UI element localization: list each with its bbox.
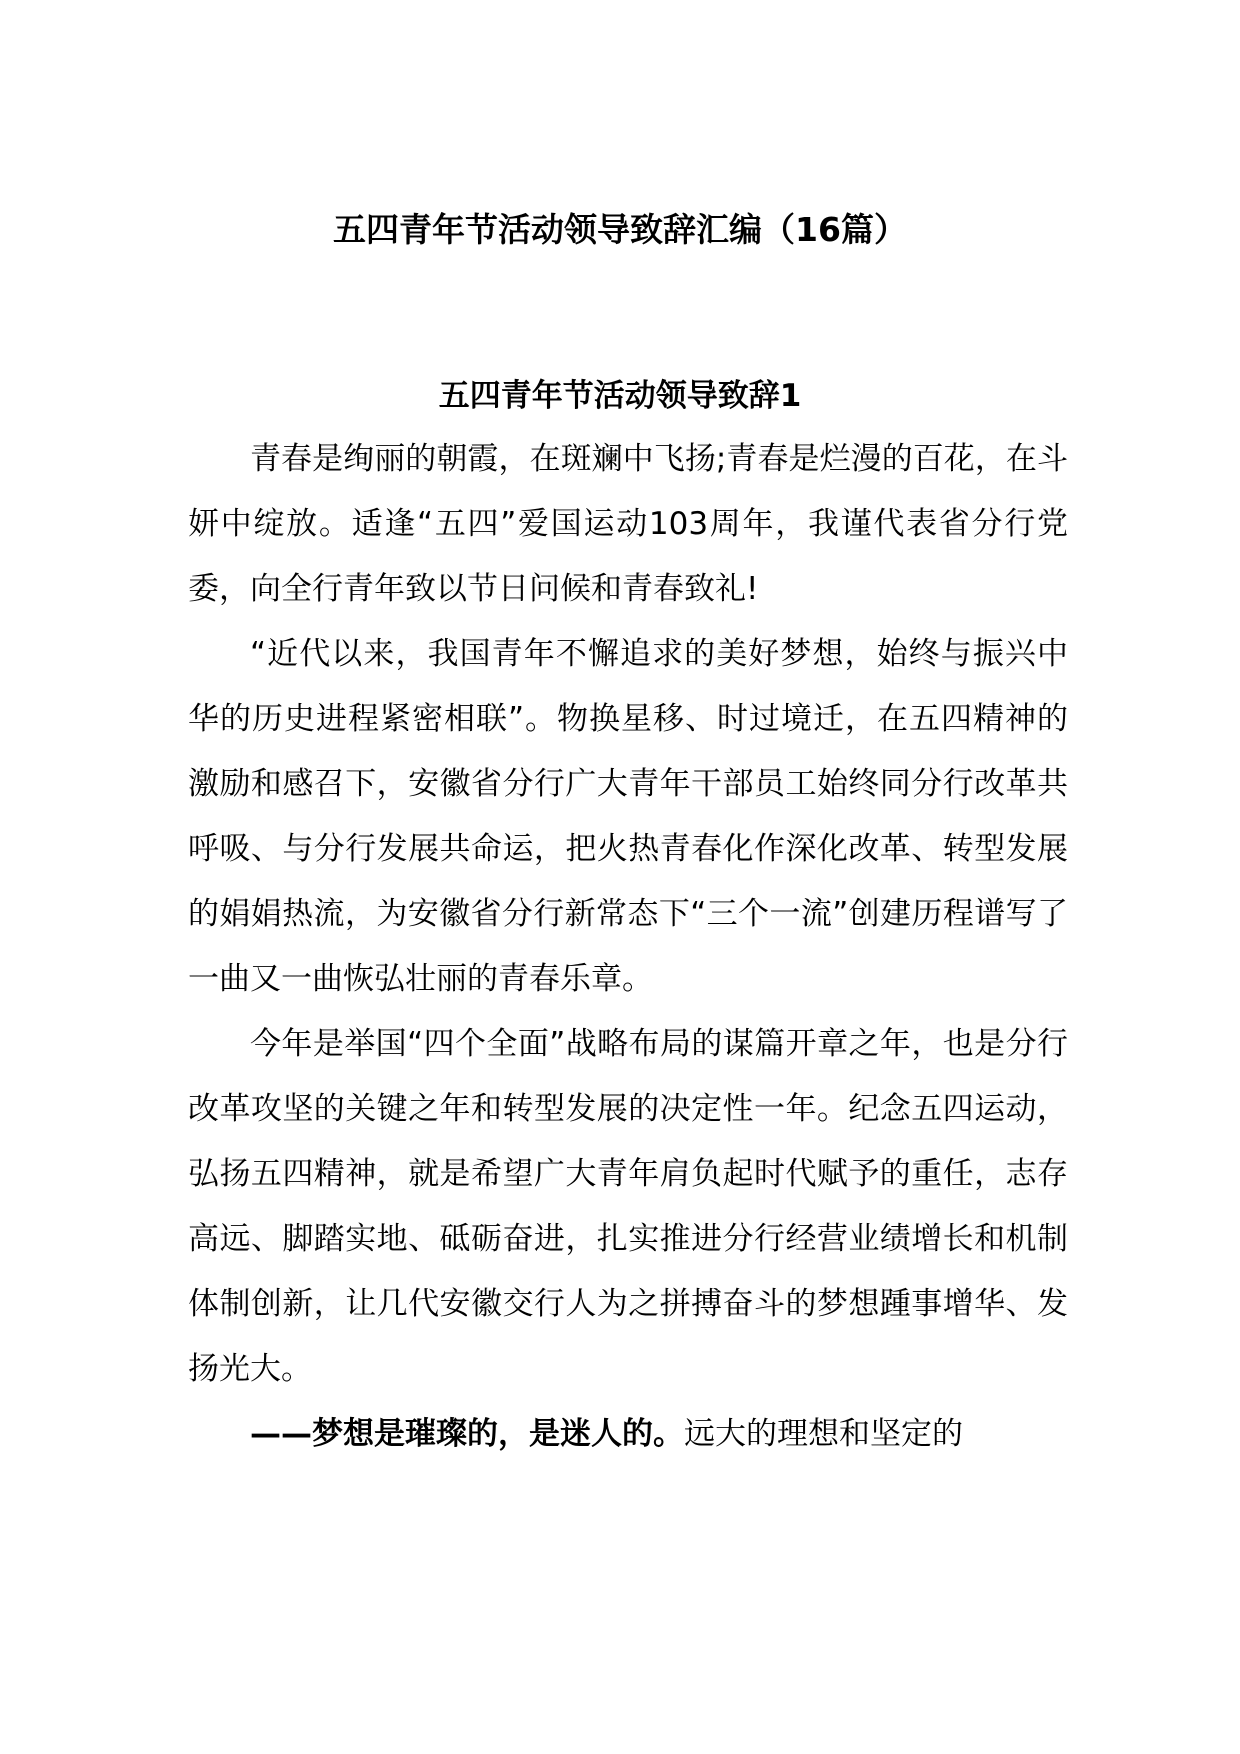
paragraph-3 bbox=[188, 1012, 1068, 1402]
paragraph-2-text: “近代以来，我国青年不懈追求的美好梦想，始终与振兴中华的历史进程紧密相联”。物换星移、时过境迁，在五四精神的激励和感召下，安徽省分行广大青年干部员工始终同分行改革共呼吸、与分行发展共命运，把火热青春化作深化改革、转型发展的娟娟热流，为安徽省分行新常态下“三个一流”创建历程谱写了一曲又一曲恢弘壮丽的青春乐章。 bbox=[188, 636, 1068, 997]
section-title: 五四青年节活动领导致辞1 bbox=[438, 378, 802, 414]
paragraph-4 bbox=[188, 1402, 1068, 1467]
body-text bbox=[188, 427, 1068, 1467]
document-title: 五四青年节活动领导致辞汇编（16篇） bbox=[333, 210, 907, 249]
paragraph-3-text: 今年是举国“四个全面”战略布局的谋篇开章之年，也是分行改革攻坚的关键之年和转型发展的决定性一年。纪念五四运动，弘扬五四精神，就是希望广大青年肩负起时代赋予的重任，志存高远、脚踏实地、砥砺奋进，扎实推进分行经营业绩增长和机制体制创新，让几代安徽交行人为之拼搏奋斗的梦想踵事增华、发扬光大。 bbox=[188, 1026, 1068, 1387]
paragraph-4-text: 远大的理想和坚定的 bbox=[684, 1416, 963, 1452]
paragraph-1 bbox=[188, 427, 1068, 622]
paragraph-2 bbox=[188, 622, 1068, 1012]
paragraph-1-text: 青春是绚丽的朝霞，在斑斓中飞扬;青春是烂漫的百花，在斗妍中绽放。适逢“五四”爱国运动103周年，我谨代表省分行党委，向全行青年致以节日问候和青春致礼! bbox=[188, 441, 1068, 607]
paragraph-4-bold-lead: ——梦想是璀璨的，是迷人的。 bbox=[250, 1416, 684, 1452]
